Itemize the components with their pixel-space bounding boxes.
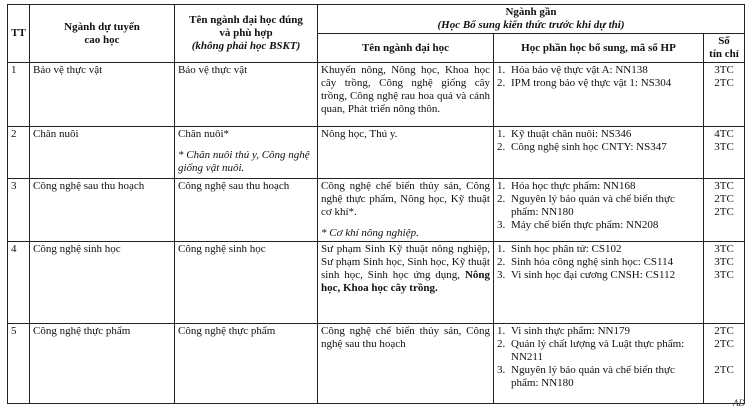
hoc-phan-text: Nguyên lý bảo quản và chế biến thực phẩm: NN180 <box>511 364 675 389</box>
ten-nganh-gan-text: Khuyến nông, Nông học, Khoa học cây trồng, Công nghệ giống cây trồng, Công nghệ rau hoa quả và cảnh quan, Phát triển nông thôn. <box>321 64 490 115</box>
header-line: (không phải học BSKT) <box>191 40 301 52</box>
hoc-phan-item <box>497 180 700 193</box>
nganh-du-tuyen-text: Công nghệ thực phẩm <box>33 325 131 337</box>
header-line: cao học <box>84 33 120 46</box>
table-row <box>8 324 745 404</box>
cell-hoc-phan <box>494 127 704 179</box>
col-nganh-du-tuyen-header <box>30 5 175 63</box>
nganh-du-tuyen-text: Công nghệ sau thu hoạch <box>33 180 145 192</box>
tin-chi-value: 3TC <box>714 141 734 153</box>
cell-nganh-du-tuyen <box>30 127 175 179</box>
cell-ten-nganh-gan <box>318 127 494 179</box>
cell-ten-nganh-gan <box>318 63 494 127</box>
hoc-phan-number: 2. <box>497 193 506 205</box>
cell-so-tin-chi <box>704 63 745 127</box>
hoc-phan-number: 2. <box>497 77 506 89</box>
cell-ten-nganh-dung <box>175 242 318 324</box>
hoc-phan-text: IPM trong bảo vệ thực vật 1: NS304 <box>511 77 672 89</box>
header-line: Tên ngành đại học đúng <box>189 14 303 26</box>
cell-nganh-du-tuyen <box>30 242 175 324</box>
hoc-phan-number: 1. <box>497 243 506 255</box>
ten-nganh-dung-text: Công nghệ thực phẩm <box>178 325 276 337</box>
nganh-du-tuyen-text: Chăn nuôi <box>33 128 79 140</box>
row-number: 5 <box>11 325 17 337</box>
hoc-phan-text: Nguyên lý bảo quản và chế biến thực phẩm: NN180 <box>511 193 675 218</box>
col-so-tin-chi-header <box>704 34 745 63</box>
hoc-phan-number: 2. <box>497 256 506 268</box>
tin-chi-value: 3TC <box>714 269 734 281</box>
cell-hoc-phan <box>494 179 704 242</box>
hoc-phan-text: Kỹ thuật chăn nuôi: NS346 <box>511 128 632 140</box>
ten-nganh-gan-text: Công nghệ chế biến thủy sản, Công nghệ sau thu hoạch <box>321 325 490 350</box>
tin-chi-value: 2TC <box>714 77 734 89</box>
cell-hoc-phan <box>494 63 704 127</box>
hoc-phan-number: 1. <box>497 180 506 192</box>
hoc-phan-text: Hóa học thực phẩm: NN168 <box>511 180 636 192</box>
cell-tt <box>8 127 30 179</box>
header-line: Ngành dự tuyển <box>64 20 140 33</box>
hoc-phan-list <box>497 325 700 390</box>
tin-chi-value: 2TC <box>714 206 734 218</box>
header-line: Số <box>718 35 730 47</box>
hoc-phan-number: 1. <box>497 128 506 140</box>
hoc-phan-item <box>497 193 700 219</box>
tin-chi-value: 4TC <box>714 128 734 140</box>
row-number: 2 <box>11 128 17 140</box>
table-row <box>8 63 745 127</box>
hoc-phan-item <box>497 77 700 90</box>
hoc-phan-item <box>497 325 700 338</box>
hoc-phan-number: 1. <box>497 64 506 76</box>
cell-tt <box>8 242 30 324</box>
header-line: tín chỉ <box>709 48 739 60</box>
col-ten-nganh-dung-header <box>175 5 318 63</box>
header-line: và phù hợp <box>219 27 273 39</box>
cell-ten-nganh-dung <box>175 63 318 127</box>
ten-nganh-gan-bold: Nông học, Khoa học cây trồng. <box>321 269 490 294</box>
col-ten-nganh-dh-header: Tên ngành đại học <box>318 34 494 63</box>
hoc-phan-item <box>497 338 700 364</box>
row-number: 4 <box>11 243 17 255</box>
header-subtitle: (Học Bổ sung kiến thức trước khi dự thi) <box>437 19 625 31</box>
nganh-du-tuyen-text: Công nghệ sinh học <box>33 243 121 255</box>
cell-ten-nganh-gan <box>318 179 494 242</box>
cell-ten-nganh-dung <box>175 324 318 404</box>
tin-chi-value: 3TC <box>714 256 734 268</box>
hoc-phan-number: 2. <box>497 338 506 350</box>
table-row <box>8 242 745 324</box>
signature-mark: AD <box>733 398 745 408</box>
hoc-phan-item <box>497 128 700 141</box>
header-row-1 <box>8 5 745 34</box>
cell-ten-nganh-gan <box>318 242 494 324</box>
cell-nganh-du-tuyen <box>30 179 175 242</box>
nganh-du-tuyen-text: Bảo vệ thực vật <box>33 64 103 76</box>
ten-nganh-dung-text: Công nghệ sinh học <box>178 243 266 255</box>
cell-so-tin-chi <box>704 127 745 179</box>
hoc-phan-item <box>497 243 700 256</box>
col-nganh-gan-header <box>318 5 745 34</box>
tin-chi-value: 2TC <box>714 364 734 376</box>
hoc-phan-text: Quản lý chất lượng và Luật thực phẩm: NN211 <box>511 338 685 363</box>
cell-ten-nganh-dung <box>175 179 318 242</box>
hoc-phan-text: Máy chế biến thực phẩm: NN208 <box>511 219 659 231</box>
cell-ten-nganh-dung <box>175 127 318 179</box>
cell-so-tin-chi <box>704 242 745 324</box>
hoc-phan-text: Sinh học phân tử: CS102 <box>511 243 622 255</box>
hoc-phan-text: Vi sinh thực phẩm: NN179 <box>511 325 630 337</box>
hoc-phan-text: Sinh hóa công nghệ sinh học: CS114 <box>511 256 674 268</box>
cell-tt <box>8 179 30 242</box>
cell-so-tin-chi <box>704 324 745 404</box>
tin-chi-value: 3TC <box>714 180 734 192</box>
hoc-phan-text: Hóa bảo vệ thực vật A: NN138 <box>511 64 648 76</box>
header-line: Ngành gần <box>505 6 557 18</box>
tin-chi-value: 2TC <box>714 193 734 205</box>
col-tt-header: TT <box>8 5 30 63</box>
cell-so-tin-chi <box>704 179 745 242</box>
tin-chi-value: 3TC <box>714 64 734 76</box>
tin-chi-value: 2TC <box>714 338 734 350</box>
hoc-phan-list <box>497 64 700 90</box>
ten-nganh-dung-text: Công nghệ sau thu hoạch <box>178 180 290 192</box>
hoc-phan-number: 3. <box>497 269 506 281</box>
hoc-phan-item <box>497 256 700 269</box>
hoc-phan-number: 2. <box>497 141 506 153</box>
ten-nganh-gan-text: Sư phạm Sinh Kỹ thuật nông nghiệp, Sư phạm Sinh học, Sinh học, Kỹ thuật sinh học, Sinh học ứng dụng, <box>321 243 490 281</box>
cell-nganh-du-tuyen <box>30 63 175 127</box>
row-number: 1 <box>11 64 17 76</box>
hoc-phan-item <box>497 364 700 390</box>
hoc-phan-item <box>497 269 700 282</box>
hoc-phan-list <box>497 128 700 154</box>
cell-ten-nganh-gan <box>318 324 494 404</box>
hoc-phan-item <box>497 141 700 154</box>
hoc-phan-text: Vi sinh học đại cương CNSH: CS112 <box>511 269 676 281</box>
tin-chi-value: 2TC <box>714 325 734 337</box>
hoc-phan-number: 3. <box>497 364 506 376</box>
hoc-phan-list <box>497 180 700 232</box>
ten-nganh-dung-text: Bảo vệ thực vật <box>178 64 248 76</box>
ten-nganh-gan-text: Công nghệ chế biến thủy sản, Công nghệ thực phẩm, Nông học, Kỹ thuật cơ khí*. <box>321 180 490 218</box>
cell-hoc-phan <box>494 324 704 404</box>
ten-nganh-dung-note: * Chăn nuôi thú y, Công nghệ giống vật nuôi. <box>178 149 310 174</box>
row-number: 3 <box>11 180 17 192</box>
cell-tt <box>8 63 30 127</box>
hoc-phan-list <box>497 243 700 282</box>
ten-nganh-gan-note: * Cơ khí nông nghiệp. <box>321 227 419 239</box>
hoc-phan-text: Công nghệ sinh học CNTY: NS347 <box>511 141 667 153</box>
cell-hoc-phan <box>494 242 704 324</box>
cell-tt <box>8 324 30 404</box>
ten-nganh-dung-text: Chăn nuôi* <box>178 128 230 140</box>
table-row <box>8 127 745 179</box>
hoc-phan-number: 1. <box>497 325 506 337</box>
hoc-phan-item <box>497 64 700 77</box>
col-hoc-phan-header: Học phần học bổ sung, mã số HP <box>494 34 704 63</box>
ten-nganh-gan-text: Nông học, Thú y. <box>321 128 398 140</box>
curriculum-table <box>7 4 745 404</box>
table-row <box>8 179 745 242</box>
hoc-phan-number: 3. <box>497 219 506 231</box>
hoc-phan-item <box>497 219 700 232</box>
tin-chi-value: 3TC <box>714 243 734 255</box>
cell-nganh-du-tuyen <box>30 324 175 404</box>
